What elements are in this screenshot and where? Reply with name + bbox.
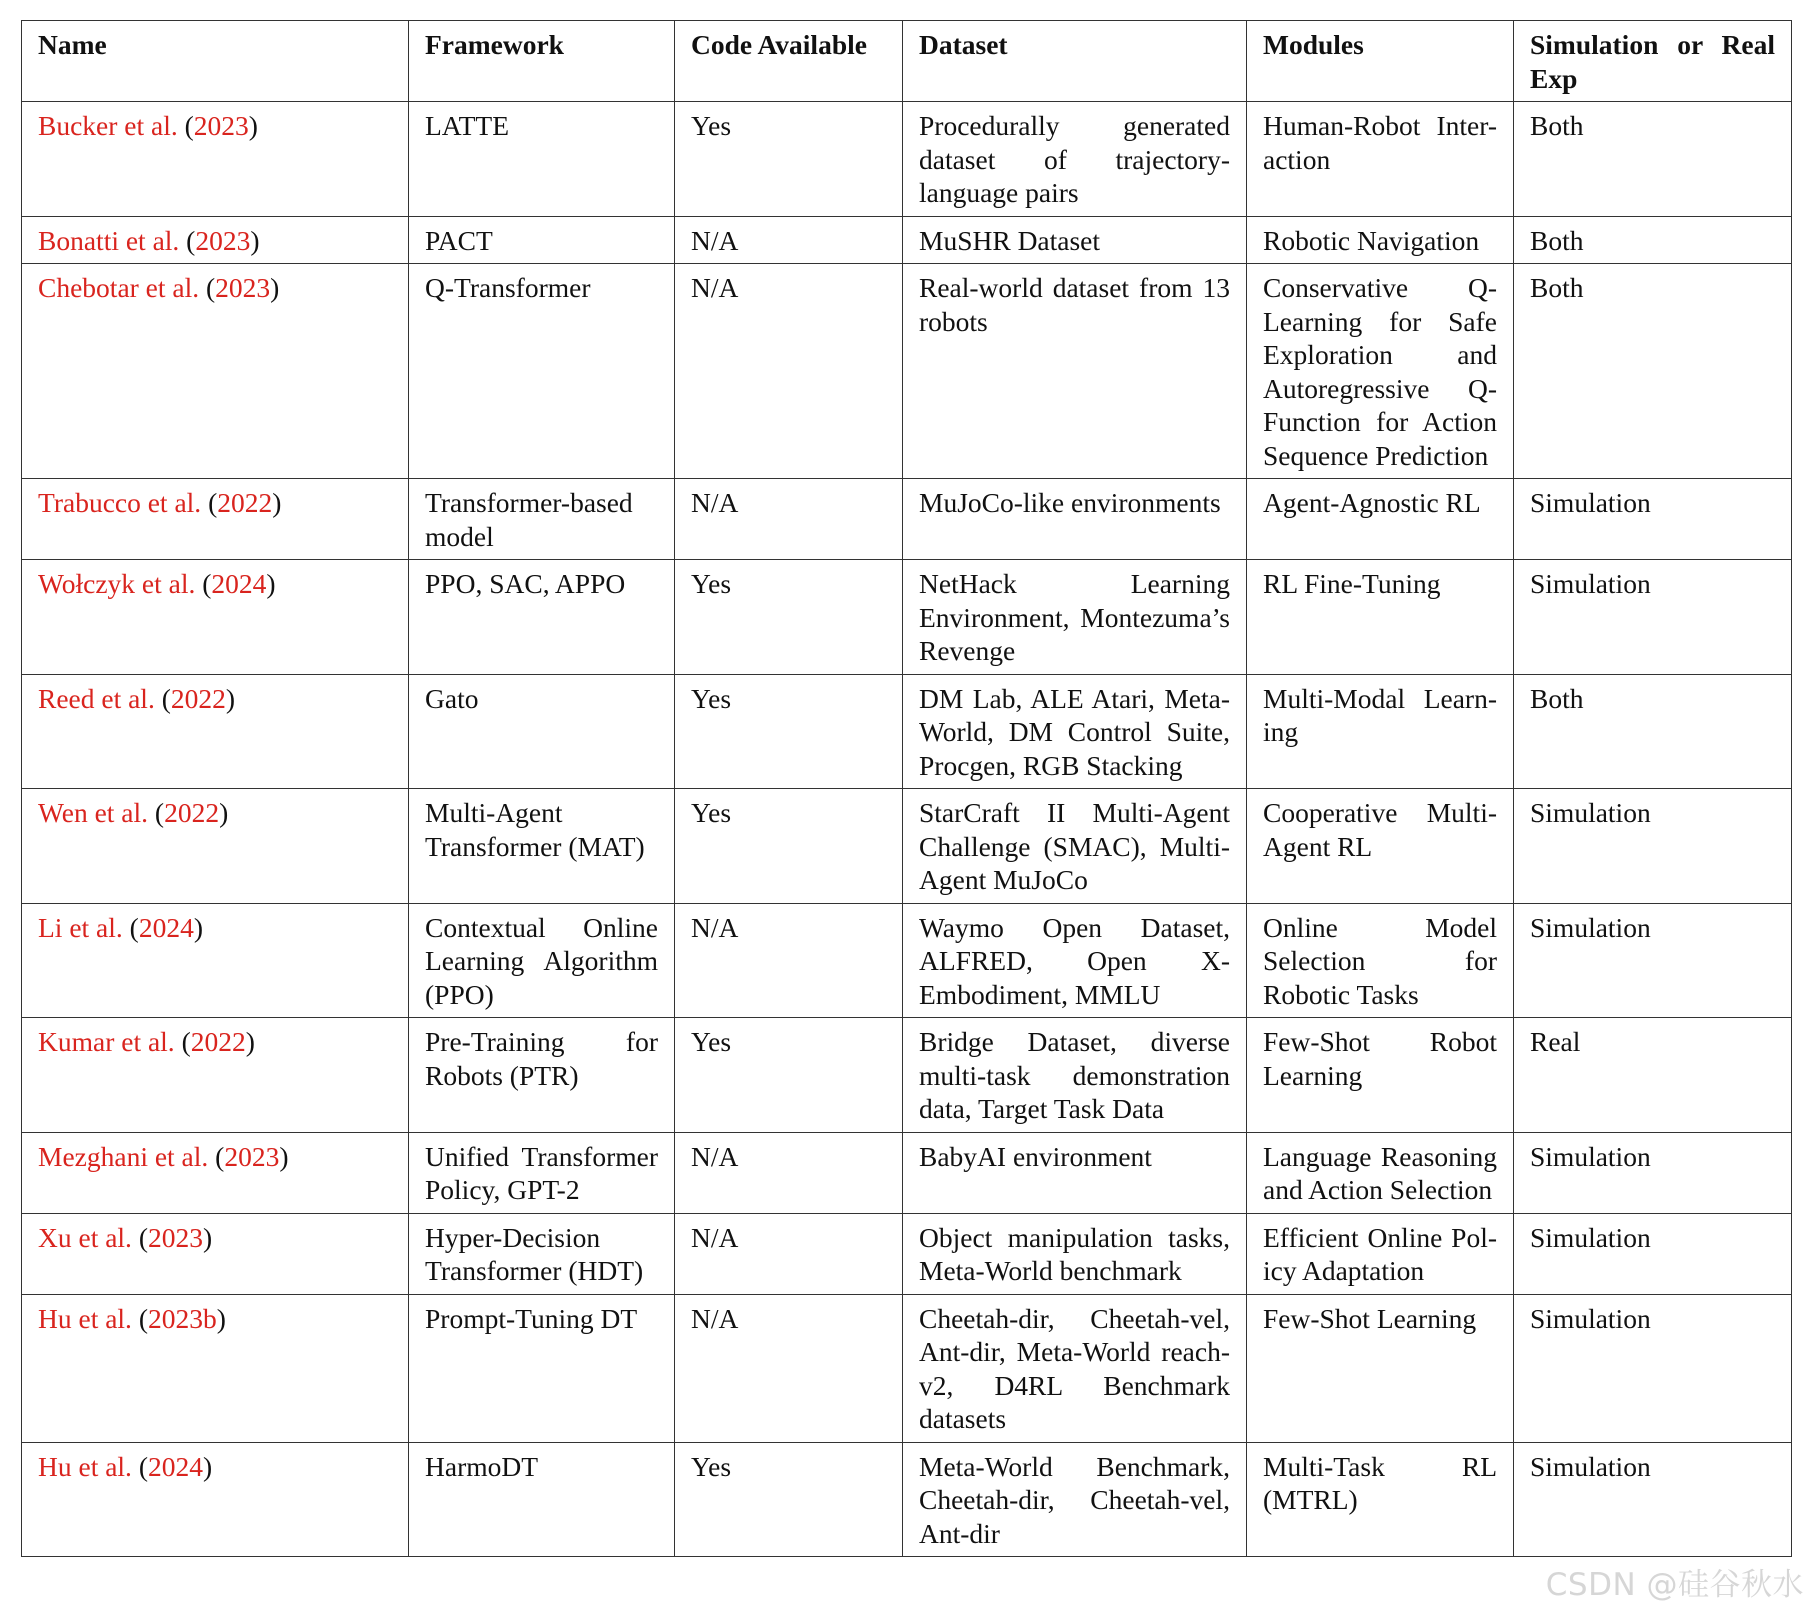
header-simulation-or-real: Simulation or Real Exp [1514, 21, 1792, 102]
cell-code-available: N/A [675, 903, 903, 1018]
citation-author-link[interactable]: Bonatti et al. [38, 224, 180, 256]
cell-code-available: N/A [675, 1294, 903, 1442]
header-name: Name [22, 21, 409, 102]
cell-modules: Robotic Navigation [1247, 216, 1514, 264]
citation-author-link[interactable]: Li et al. [38, 911, 123, 943]
cell-simulation-or-real: Real [1514, 1018, 1792, 1133]
citation-author-link[interactable]: Wołczyk et al. [38, 568, 196, 599]
table-row [22, 102, 1792, 217]
cell-code-available: Yes [675, 102, 903, 217]
cell-framework: Hyper-Decision Transformer (HDT) [409, 1213, 675, 1294]
cell-code-available: Yes [675, 560, 903, 675]
table-row [22, 1132, 1792, 1213]
cell-code-available: Yes [675, 1442, 903, 1557]
cell-framework: Pre-Training for Robots (PTR) [409, 1018, 675, 1133]
cell-dataset: Real-world dataset from 13 robots [903, 264, 1247, 479]
cell-dataset: BabyAI environment [903, 1132, 1247, 1213]
cell-name: Wołczyk et al. (2024) [22, 560, 409, 675]
header-modules: Modules [1247, 21, 1514, 102]
cell-name: Wen et al. (2022) [22, 789, 409, 904]
cell-dataset: StarCraft II Multi-Agent Challenge (SMAC), Multi-Agent MuJoCo [903, 789, 1247, 904]
cell-simulation-or-real: Simulation [1514, 479, 1792, 560]
cell-code-available: N/A [675, 264, 903, 479]
cell-simulation-or-real: Simulation [1514, 789, 1792, 904]
cell-modules: Multi-Modal Learn-ing [1247, 674, 1514, 789]
cell-modules: Language Reasoning and Action Selection [1247, 1132, 1514, 1213]
header-dataset: Dataset [903, 21, 1247, 102]
cell-modules: Few-Shot Robot Learning [1247, 1018, 1514, 1133]
cell-dataset: MuSHR Dataset [903, 216, 1247, 264]
cell-simulation-or-real: Both [1514, 102, 1792, 217]
citation-year-link[interactable]: 2023 [193, 110, 249, 141]
citation-author-link[interactable]: Mezghani et al. [38, 1140, 209, 1172]
cell-name: Bucker et al. (2023) [22, 102, 409, 217]
table-row [22, 789, 1792, 904]
cell-name: Trabucco et al. (2022) [22, 479, 409, 560]
cell-framework: HarmoDT [409, 1442, 675, 1557]
citation-author-link[interactable]: Kumar et al. [38, 1026, 175, 1057]
cell-code-available: Yes [675, 789, 903, 904]
citation-year-link[interactable]: 2023 [195, 224, 251, 256]
cell-simulation-or-real: Simulation [1514, 1442, 1792, 1557]
cell-simulation-or-real: Both [1514, 264, 1792, 479]
comparison-table-container [21, 20, 1791, 1557]
cell-name: Xu et al. (2023) [22, 1213, 409, 1294]
cell-code-available: Yes [675, 1018, 903, 1133]
cell-name: Hu et al. (2024) [22, 1442, 409, 1557]
citation-author-link[interactable]: Wen et al. [38, 797, 149, 828]
table-row [22, 479, 1792, 560]
citation-author-link[interactable]: Bucker et al. [38, 110, 178, 141]
cell-modules: Few-Shot Learning [1247, 1294, 1514, 1442]
citation-author-link[interactable]: Xu et al. [38, 1221, 132, 1253]
cell-code-available: Yes [675, 674, 903, 789]
table-row [22, 1213, 1792, 1294]
cell-name: Hu et al. (2023b) [22, 1294, 409, 1442]
cell-dataset: Meta-World Benchmark, Cheetah-dir, Cheetah-vel, Ant-dir [903, 1442, 1247, 1557]
watermark: CSDN @硅谷秋水 [1545, 1567, 1804, 1603]
cell-simulation-or-real: Both [1514, 216, 1792, 264]
cell-code-available: N/A [675, 1132, 903, 1213]
citation-year-link[interactable]: 2022 [217, 487, 273, 518]
cell-name: Mezghani et al. (2023) [22, 1132, 409, 1213]
cell-framework: Unified Transformer Policy, GPT-2 [409, 1132, 675, 1213]
cell-name: Kumar et al. (2022) [22, 1018, 409, 1133]
citation-year-link[interactable]: 2022 [170, 682, 226, 714]
table-row [22, 560, 1792, 675]
table-row [22, 674, 1792, 789]
cell-modules: Online Model Selection for Robotic Tasks [1247, 903, 1514, 1018]
cell-dataset: DM Lab, ALE Atari, Meta-World, DM Control Suite, Procgen, RGB Stacking [903, 674, 1247, 789]
citation-author-link[interactable]: Hu et al. [38, 1302, 132, 1334]
table-row [22, 1018, 1792, 1133]
cell-framework: PACT [409, 216, 675, 264]
cell-dataset: Object manipulation tasks, Meta-World benchmark [903, 1213, 1247, 1294]
cell-simulation-or-real: Simulation [1514, 560, 1792, 675]
cell-name: Bonatti et al. (2023) [22, 216, 409, 264]
citation-year-link[interactable]: 2022 [164, 797, 220, 828]
comparison-table [21, 20, 1792, 1557]
citation-year-link[interactable]: 2023 [224, 1140, 280, 1172]
citation-author-link[interactable]: Trabucco et al. [38, 487, 202, 518]
table-row [22, 903, 1792, 1018]
citation-year-link[interactable]: 2023 [147, 1221, 203, 1253]
table-header-row [22, 21, 1792, 102]
cell-simulation-or-real: Both [1514, 674, 1792, 789]
cell-dataset: MuJoCo-like environments [903, 479, 1247, 560]
cell-framework: LATTE [409, 102, 675, 217]
cell-name: Chebotar et al. (2023) [22, 264, 409, 479]
cell-modules: Human-Robot Inter-action [1247, 102, 1514, 217]
cell-simulation-or-real: Simulation [1514, 1294, 1792, 1442]
cell-simulation-or-real: Simulation [1514, 1132, 1792, 1213]
cell-code-available: N/A [675, 479, 903, 560]
cell-framework: Q-Transformer [409, 264, 675, 479]
citation-year-link[interactable]: 2024 [138, 911, 194, 943]
cell-framework: Gato [409, 674, 675, 789]
cell-framework: Transformer-based model [409, 479, 675, 560]
citation-author-link[interactable]: Reed et al. [38, 682, 155, 714]
cell-modules: Conservative Q-Learning for Safe Exploration and Autoregressive Q-Function for Action Sequence Prediction [1247, 264, 1514, 479]
cell-modules: Efficient Online Pol-icy Adaptation [1247, 1213, 1514, 1294]
table-body [22, 102, 1792, 1557]
citation-year-link[interactable]: 2024 [147, 1450, 203, 1482]
citation-year-link[interactable]: 2023 [215, 272, 271, 303]
cell-framework: Contextual Online Learning Algorithm (PPO) [409, 903, 675, 1018]
table-row [22, 1442, 1792, 1557]
cell-modules: Multi-Task RL (MTRL) [1247, 1442, 1514, 1557]
cell-dataset: Cheetah-dir, Cheetah-vel, Ant-dir, Meta-World reach-v2, D4RL Benchmark datasets [903, 1294, 1247, 1442]
cell-framework: Multi-Agent Transformer (MAT) [409, 789, 675, 904]
citation-author-link[interactable]: Chebotar et al. [38, 272, 200, 303]
cell-simulation-or-real: Simulation [1514, 903, 1792, 1018]
cell-framework: PPO, SAC, APPO [409, 560, 675, 675]
cell-modules: Cooperative Multi-Agent RL [1247, 789, 1514, 904]
citation-year-link[interactable]: 2023b [147, 1302, 217, 1334]
table-row [22, 264, 1792, 479]
header-framework: Framework [409, 21, 675, 102]
citation-author-link[interactable]: Hu et al. [38, 1450, 132, 1482]
cell-name: Li et al. (2024) [22, 903, 409, 1018]
cell-dataset: Waymo Open Dataset, ALFRED, Open X-Embodiment, MMLU [903, 903, 1247, 1018]
cell-code-available: N/A [675, 1213, 903, 1294]
cell-modules: Agent-Agnostic RL [1247, 479, 1514, 560]
cell-name: Reed et al. (2022) [22, 674, 409, 789]
cell-dataset: Procedurally generated dataset of trajectory-language pairs [903, 102, 1247, 217]
table-row [22, 216, 1792, 264]
cell-modules: RL Fine-Tuning [1247, 560, 1514, 675]
cell-simulation-or-real: Simulation [1514, 1213, 1792, 1294]
cell-dataset: Bridge Dataset, diverse multi-task demonstration data, Target Task Data [903, 1018, 1247, 1133]
citation-year-link[interactable]: 2024 [211, 568, 267, 599]
cell-code-available: N/A [675, 216, 903, 264]
cell-framework: Prompt-Tuning DT [409, 1294, 675, 1442]
cell-dataset: NetHack Learning Environment, Montezuma’s Revenge [903, 560, 1247, 675]
table-row [22, 1294, 1792, 1442]
citation-year-link[interactable]: 2022 [190, 1026, 246, 1057]
header-code-available: Code Available [675, 21, 903, 102]
